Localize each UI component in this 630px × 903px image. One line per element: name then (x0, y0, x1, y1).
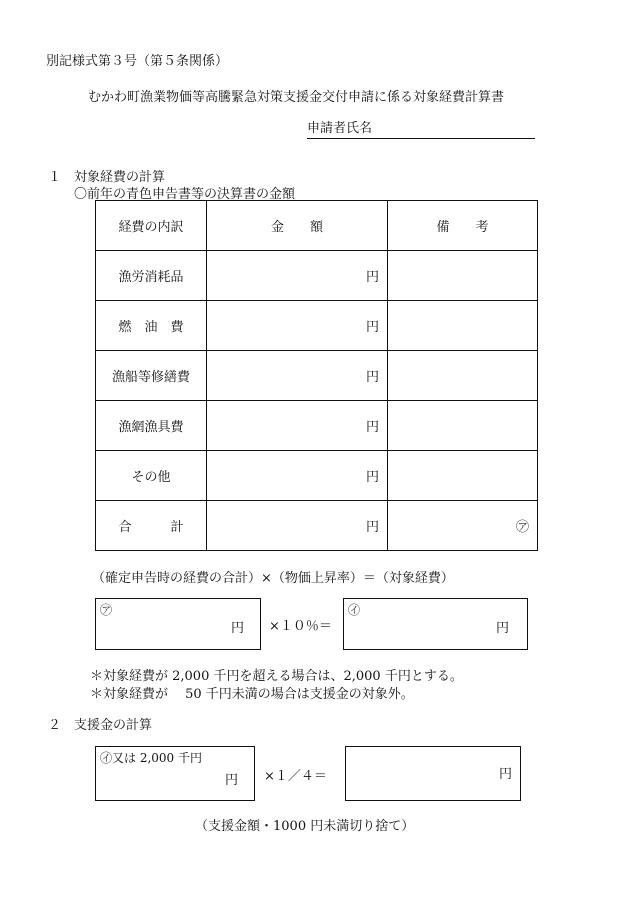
row-item: 漁労消耗品 (96, 251, 207, 301)
remark-cell[interactable] (388, 301, 538, 351)
section1-subheading: 〇前年の青色申告書等の決算書の金額 (74, 187, 296, 202)
remark-cell[interactable] (388, 401, 538, 451)
box-total-expenses[interactable] (95, 598, 261, 650)
table-total-row (96, 501, 538, 551)
header-remarks: 備 考 (388, 201, 538, 251)
table-row (96, 351, 538, 401)
note-lower-limit: ＊対象経費が 50 千円未満の場合は支援金の対象外。 (90, 687, 414, 702)
row-item: 燃 油 費 (96, 301, 207, 351)
row-item: 漁船等修繕費 (96, 351, 207, 401)
table-header-row (96, 201, 538, 251)
remark-cell[interactable] (388, 451, 538, 501)
table-row (96, 401, 538, 451)
base-amount-label: ㋑又は 2,000 千円 (100, 751, 202, 765)
remark-cell[interactable] (388, 351, 538, 401)
document-title: むかわ町漁業物価等高騰緊急対策支援金交付申請に係る対象経費計算書 (88, 90, 505, 105)
mark-a: ㋐ (100, 603, 113, 617)
yen-unit: 円 (498, 767, 512, 782)
row-item: 漁網漁具費 (96, 401, 207, 451)
row-item: その他 (96, 451, 207, 501)
operator-ten-percent: ×１０％＝ (269, 619, 332, 634)
yen-unit: 円 (495, 621, 509, 636)
amount-cell[interactable]: 円 (207, 301, 388, 351)
table-row (96, 251, 538, 301)
header-amount: 金 額 (207, 201, 388, 251)
table-row (96, 451, 538, 501)
mark-i: ㋑ (348, 603, 361, 617)
form-number: 別記様式第３号（第５条関係） (46, 54, 229, 69)
yen-unit: 円 (224, 773, 238, 788)
total-amount-cell[interactable]: 円 (207, 501, 388, 551)
amount-cell[interactable]: 円 (207, 401, 388, 451)
applicant-name-field[interactable] (307, 117, 535, 139)
box-subsidy-amount[interactable] (345, 746, 521, 801)
amount-cell[interactable]: 円 (207, 451, 388, 501)
applicant-name-label: 申請者氏名 (307, 121, 373, 136)
total-remark-cell[interactable]: ㋐ (388, 501, 538, 551)
expense-table (95, 200, 538, 551)
section1-heading: １ 対象経費の計算 (48, 170, 166, 185)
total-label: 合 計 (96, 501, 207, 551)
table-row (96, 301, 538, 351)
formula-caption: （確定申告時の経費の合計）×（物価上昇率）＝（対象経費） (92, 571, 454, 586)
rounding-footnote: （支援金額・1000 円未満切り捨て） (195, 819, 415, 834)
header-item: 経費の内訳 (96, 201, 207, 251)
section2-heading: ２ 支援金の計算 (48, 718, 153, 733)
amount-cell[interactable]: 円 (207, 351, 388, 401)
remark-cell[interactable] (388, 251, 538, 301)
note-upper-limit: ＊対象経費が 2,000 千円を超える場合は、2,000 千円とする。 (90, 669, 463, 684)
yen-unit: 円 (230, 621, 244, 636)
amount-cell[interactable]: 円 (207, 251, 388, 301)
operator-quarter: ×１／４＝ (264, 769, 327, 784)
box-target-expenses[interactable] (343, 598, 528, 650)
box-base-amount[interactable] (95, 746, 255, 801)
